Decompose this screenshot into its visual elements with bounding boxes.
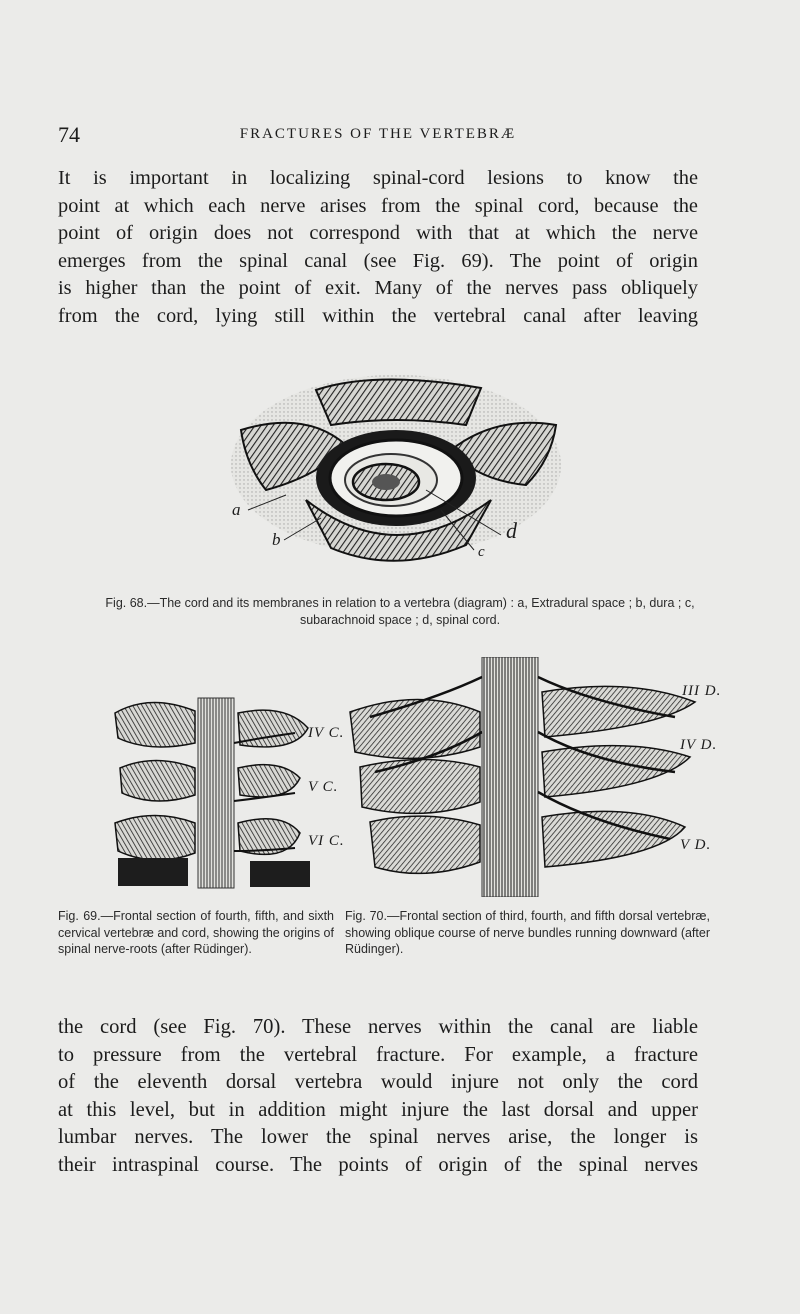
label-iv-c: IV C. [308, 725, 345, 741]
page-header [58, 122, 698, 152]
text-line: of the eleventh dorsal vertebra would injure not only the cord [58, 1071, 698, 1094]
paragraph-bottom [58, 1014, 698, 1180]
label-v-d: V D. [680, 837, 712, 853]
text-line: their intraspinal course. The points of origin of the spinal nerves [58, 1153, 698, 1176]
label-iv-d: IV D. [680, 737, 718, 753]
text-line: point at which each nerve arises from the spinal cord, because the [58, 194, 698, 217]
figure-69-caption: Fig. 69.—Frontal section of fourth, fifth, and sixth cervical vertebræ and cord, showing the origins of spinal nerve-roots (after Rüdinger). [58, 909, 334, 956]
figure-70-caption: Fig. 70.—Frontal section of third, fourth, and fifth dorsal vertebræ, showing oblique course of nerve bundles running downward (after Rüdinger). [345, 909, 710, 956]
text-line: from the cord, lying still within the vertebral canal after leaving [58, 304, 698, 327]
figure-70-dorsal-section [330, 657, 730, 897]
label-v-c: V C. [308, 779, 339, 795]
label-a: a [232, 500, 242, 519]
figure-69-cervical-section [110, 683, 350, 893]
text-line: It is important in localizing spinal-cord lesions to know the [58, 167, 698, 189]
text-line: to pressure from the vertebral fracture. For example, a fracture [58, 1043, 698, 1066]
running-head: FRACTURES OF THE VERTEBRÆ [239, 126, 517, 142]
dorsal-section-illustration [330, 657, 730, 897]
label-b: b [272, 530, 282, 549]
paragraph-top [58, 165, 698, 330]
text-line: is higher than the point of exit. Many of the nerves pass obliquely [58, 277, 698, 299]
figure-68-vertebra-diagram [226, 370, 576, 570]
page-number: 74 [58, 122, 80, 147]
text-line: at this level, but in addition might injure the last dorsal and upper [58, 1098, 698, 1121]
label-c: c [478, 544, 486, 560]
text-line: the cord (see Fig. 70). These nerves within the canal are liable [58, 1016, 698, 1038]
label-d: d [506, 518, 518, 543]
label-iii-d: III D. [682, 683, 722, 699]
text-line: point of origin does not correspond with that at which the nerve [58, 222, 698, 244]
text-line: emerges from the spinal canal (see Fig. 69). The point of origin [58, 249, 698, 272]
label-vi-c: VI C. [308, 833, 345, 849]
figure-68-caption: Fig. 68.—The cord and its membranes in relation to a vertebra (diagram) : a, Extradural space ; b, dura ; c, subarachnoid space ; d, spinal cord. [105, 596, 695, 627]
text-line: lumbar nerves. The lower the spinal nerves arise, the longer is [58, 1126, 698, 1149]
